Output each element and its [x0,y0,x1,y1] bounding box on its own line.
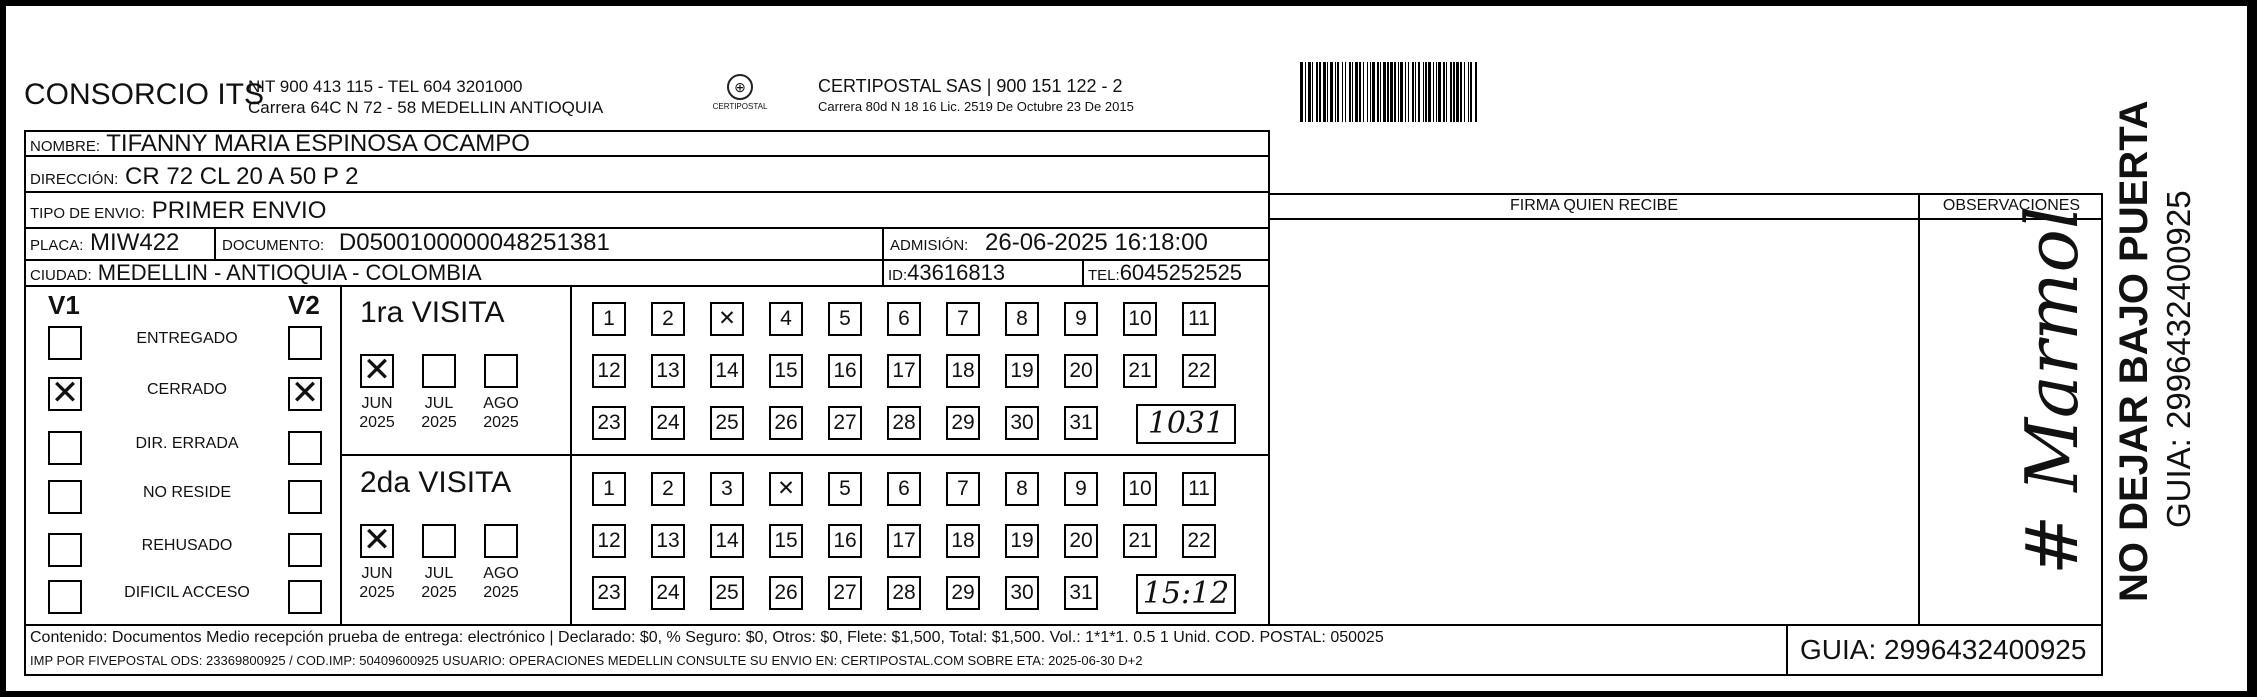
status-label: DIR. ERRADA [135,435,239,452]
status-v2-checkbox[interactable] [288,533,322,567]
day-box[interactable]: 22 [1182,354,1216,388]
day-box[interactable]: 9 [1064,472,1098,506]
direccion-label: DIRECCIÓN: [30,171,119,188]
day-box[interactable]: 14 [710,524,744,558]
ciudad-value: MEDELLIN - ANTIOQUIA - COLOMBIA [97,260,482,285]
id-row [888,260,1005,286]
second-visit-label: 2da VISITA [360,466,512,499]
tipo-value: PRIMER ENVIO [151,197,327,224]
placa-row [30,229,179,257]
month-checkbox[interactable] [484,354,518,388]
barcode [1300,62,1945,122]
day-box[interactable]: 21 [1123,354,1157,388]
day-box[interactable]: 15 [769,524,803,558]
month-label: JUN [361,395,393,412]
day-box[interactable]: 12 [592,524,626,558]
day-box[interactable]: 10 [1123,472,1157,506]
day-box[interactable]: 3 [710,472,744,506]
day-box[interactable]: 24 [651,576,685,610]
tel-label: TEL: [1088,267,1120,284]
footer-print-info: IMP POR FIVEPOSTAL ODS: 23369800925 / COD.IMP: 50409600925 USUARIO: OPERACIONES MEDELLIN CONSULTE SU ENVIO EN: CERTIPOSTAL.COM SOBRE ETA: 2025-06-30 D+2 [30,653,1143,668]
company-name: CONSORCIO ITS [24,78,265,111]
day-box[interactable]: 8 [1005,472,1039,506]
day-box[interactable]: 12 [592,354,626,388]
status-v1-checkbox[interactable] [48,326,82,360]
day-box[interactable]: 21 [1123,524,1157,558]
day-box[interactable]: 13 [651,524,685,558]
day-box[interactable]: 31 [1064,406,1098,440]
barcode-bar [1477,62,1478,122]
footer-content: Contenido: Documentos Medio recepción prueba de entrega: electrónico | Declarado: $0, % Seguro: $0, Otros: $0, Flete: $1,500, Total: $1,500. Vol.: 1*1*1. 0.5 1 Unid. COD. POSTAL: 050025 [30,629,1384,646]
v2-label: V2 [288,290,320,320]
ciudad-row [30,260,482,286]
first-visit-label: 1ra VISITA [360,296,505,329]
observaciones-label: OBSERVACIONES [1942,197,2081,214]
status-label: ENTREGADO [136,330,238,347]
day-box[interactable]: 1 [592,302,626,336]
day-box[interactable]: 25 [710,576,744,610]
logo-text: CERTIPOSTAL [712,102,768,111]
status-v2-checkbox[interactable] [288,431,322,465]
direccion-row [30,163,359,191]
certipostal-logo [712,74,768,124]
nombre-row [30,130,530,158]
side-guia: GUIA: 2996432400925 [2160,190,2197,528]
day-box[interactable]: ✕ [769,472,803,506]
id-label: ID: [888,267,908,284]
day-box[interactable]: 27 [828,576,862,610]
tel-value: 6045252525 [1119,260,1243,285]
month-label: AGO [483,395,519,412]
day-box[interactable]: 7 [946,472,980,506]
day-box[interactable]: 24 [651,406,685,440]
day-box[interactable]: 16 [828,354,862,388]
day-box[interactable]: 20 [1064,354,1098,388]
day-box[interactable]: 27 [828,406,862,440]
month-label: JUL [424,395,454,412]
day-box[interactable]: 1 [592,472,626,506]
status-v1-checkbox[interactable] [48,431,82,465]
year-label: 2025 [421,414,457,431]
year-label: 2025 [421,584,457,601]
day-box[interactable]: 26 [769,576,803,610]
nombre-label: NOMBRE: [30,138,101,155]
v1-label: V1 [48,290,80,320]
day-box[interactable]: 29 [946,576,980,610]
footer-guia: GUIA: 2996432400925 [1800,634,2087,665]
documento-row [222,229,610,257]
day-box[interactable]: 23 [592,576,626,610]
day-box[interactable]: 6 [887,472,921,506]
day-box[interactable]: 10 [1123,302,1157,336]
courier-address: Carrera 80d N 18 16 Lic. 2519 De Octubre 23 De 2015 [818,99,1134,114]
courier-name: CERTIPOSTAL SAS | 900 151 122 - 2 [818,76,1123,96]
day-box[interactable]: 30 [1005,576,1039,610]
first-visit-time: 1031 [1136,404,1236,444]
status-v2-checkbox[interactable] [288,580,322,614]
month-checkbox[interactable]: ✕ [360,354,394,388]
day-box[interactable]: 19 [1005,354,1039,388]
tipo-row [30,197,326,225]
status-label: DIFICIL ACCESO [124,584,250,601]
month-checkbox[interactable] [422,524,456,558]
day-box[interactable]: 9 [1064,302,1098,336]
status-label: NO RESIDE [142,484,231,501]
admision-row [890,229,1208,257]
year-label: 2025 [483,584,519,601]
status-label: REHUSADO [141,537,233,554]
day-box[interactable]: 8 [1005,302,1039,336]
nombre-value: TIFANNY MARIA ESPINOSA OCAMPO [106,130,530,157]
status-v2-checkbox[interactable] [288,480,322,514]
month-checkbox[interactable] [422,354,456,388]
status-label: CERRADO [146,381,227,398]
id-value: 43616813 [907,260,1006,285]
year-label: 2025 [359,584,395,601]
day-box[interactable]: 19 [1005,524,1039,558]
direccion-value: CR 72 CL 20 A 50 P 2 [125,163,359,190]
status-v1-checkbox[interactable] [48,533,82,567]
documento-value: D0500100000048251381 [338,229,610,256]
company-nit: NIT 900 413 115 - TEL 604 3201000 [248,77,523,96]
day-box[interactable]: 13 [651,354,685,388]
day-box[interactable]: 29 [946,406,980,440]
day-box[interactable]: 2 [651,302,685,336]
ciudad-label: CIUDAD: [30,267,92,284]
month-label: JUL [424,565,454,582]
admision-label: ADMISIÓN: [890,237,969,254]
day-box[interactable]: 23 [592,406,626,440]
day-box[interactable]: 11 [1182,302,1216,336]
admision-value: 26-06-2025 16:18:00 [985,229,1208,256]
day-box[interactable]: 31 [1064,576,1098,610]
day-box[interactable]: 5 [828,302,862,336]
day-box[interactable]: ✕ [710,302,744,336]
status-v1-checkbox[interactable]: ✕ [48,377,82,411]
status-v2-checkbox[interactable]: ✕ [288,377,322,411]
day-box[interactable]: 2 [651,472,685,506]
day-box[interactable]: 11 [1182,472,1216,506]
day-box[interactable]: 25 [710,406,744,440]
day-box[interactable]: 30 [1005,406,1039,440]
month-label: AGO [483,565,519,582]
status-v1-checkbox[interactable] [48,580,82,614]
year-label: 2025 [483,414,519,431]
firma-label: FIRMA QUIEN RECIBE [1509,197,1679,214]
tipo-label: TIPO DE ENVIO: [30,205,146,222]
month-checkbox[interactable]: ✕ [360,524,394,558]
day-box[interactable]: 14 [710,354,744,388]
tel-row [1088,260,1242,286]
day-box[interactable]: 26 [769,406,803,440]
day-box[interactable]: 7 [946,302,980,336]
year-label: 2025 [359,414,395,431]
day-box[interactable]: 15 [769,354,803,388]
side-warning: NO DEJAR BAJO PUERTA [2112,100,2156,602]
day-box[interactable]: 28 [887,406,921,440]
placa-value: MIW422 [90,229,180,256]
logo-icon: ⊕ [727,74,753,100]
day-box[interactable]: 5 [828,472,862,506]
month-label: JUN [361,565,393,582]
signature-box [1270,193,2103,626]
day-box[interactable]: 16 [828,524,862,558]
day-box[interactable]: 17 [887,354,921,388]
month-checkbox[interactable] [484,524,518,558]
day-box[interactable]: 28 [887,576,921,610]
day-box[interactable]: 6 [887,302,921,336]
documento-label: DOCUMENTO: [222,237,325,254]
day-box[interactable]: 18 [946,524,980,558]
placa-label: PLACA: [30,237,84,254]
day-box[interactable]: 22 [1182,524,1216,558]
status-v2-checkbox[interactable] [288,326,322,360]
status-v1-checkbox[interactable] [48,480,82,514]
second-visit-time: 15:12 [1136,574,1236,614]
day-box[interactable]: 4 [769,302,803,336]
day-box[interactable]: 18 [946,354,980,388]
day-box[interactable]: 20 [1064,524,1098,558]
day-box[interactable]: 17 [887,524,921,558]
company-address: Carrera 64C N 72 - 58 MEDELLIN ANTIOQUIA [248,98,604,117]
